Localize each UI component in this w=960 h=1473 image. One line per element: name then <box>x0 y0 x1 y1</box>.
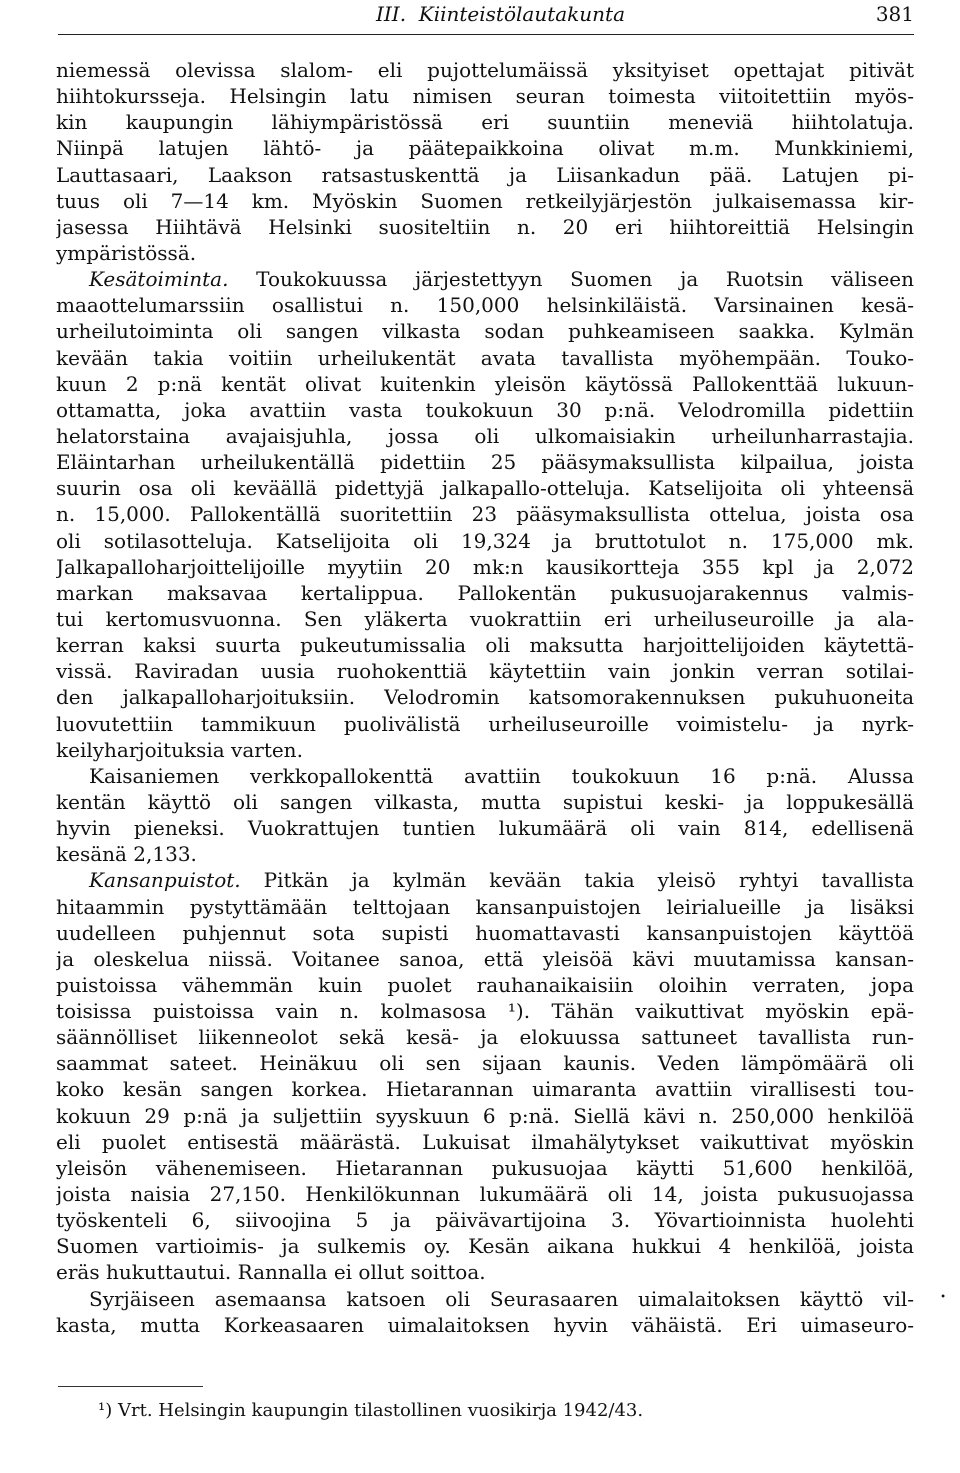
text-line <box>56 292 914 318</box>
text-line <box>56 1233 914 1259</box>
text-line <box>56 554 914 580</box>
line-text: Syrjäiseen asemaansa katsoen oli Seurasaaren uimalaitoksen käyttö vil- <box>89 1286 914 1311</box>
line-text: kin kaupungin lähiympäristössä eri suuntiin meneviä hiihtolatuja. <box>56 110 914 135</box>
line-text: säännölliset liikenneolot sekä kesä- ja elokuussa sattuneet tavallista run- <box>56 1025 914 1050</box>
text-line <box>56 789 914 815</box>
line-text: Jalkapalloharjoittelijoille myytiin 20 mk:n kausikortteja 355 kpl ja 2,072 <box>56 554 914 579</box>
text-line <box>56 1155 914 1181</box>
text-line <box>56 1312 914 1338</box>
footnote-marker: ¹) <box>98 1400 113 1421</box>
line-text: kasta, mutta Korkeasaaren uimalaitoksen hyvin vähäistä. Eri uimaseuro- <box>56 1312 914 1337</box>
body-text <box>56 57 914 1338</box>
running-header-title <box>376 2 625 26</box>
text-line <box>56 162 914 188</box>
line-text: joista naisia 27,150. Henkilökunnan lukumäärä oli 14, joista pukusuojassa <box>56 1182 914 1207</box>
running-header <box>58 0 914 34</box>
text-line <box>56 1259 914 1285</box>
line-text: helatorstaina avajaisjuhla, jossa oli ulkomaisiakin urheilunharrastajia. <box>56 423 914 448</box>
text-line <box>56 894 914 920</box>
text-line <box>56 449 914 475</box>
text-line <box>56 1024 914 1050</box>
line-text: koko kesän sangen korkea. Hietarannan uimaranta avattiin virallisesti tou- <box>56 1077 914 1102</box>
text-line <box>56 135 914 161</box>
line-text: niemessä olevissa slalom- eli pujottelumäissä yksityiset opettajat pitivät <box>56 58 914 82</box>
text-line <box>56 57 914 83</box>
line-text: puistoissa vähemmän kuin puolet rauhanaikaisiin oloihin verraten, jopa <box>56 972 914 997</box>
line-text: saammat sateet. Heinäkuu oli sen sijaan kaunis. Veden lämpömäärä oli <box>56 1051 914 1076</box>
line-text: luovutettiin tammikuun puolivälistä urheiluseuroille voimistelu- ja nyrk- <box>56 711 914 736</box>
footnote-rule <box>58 1386 203 1387</box>
line-text: den jalkapalloharjoituksiin. Velodromin katsomorakennuksen pukuhuoneita <box>56 685 914 710</box>
line-text: hitaammin pystyttämään telttojaan kansanpuistojen leirialueille ja lisäksi <box>56 894 914 919</box>
text-line <box>56 318 914 344</box>
section-number: III. <box>376 2 407 26</box>
text-line <box>56 1050 914 1076</box>
text-line <box>56 763 914 789</box>
line-text: kokuun 29 p:nä ja suljettiin syyskuun 6 p:nä. Siellä kävi n. 250,000 henkilöä <box>56 1103 914 1128</box>
text-line <box>56 841 914 867</box>
line-text: vissä. Raviradan uusia ruohokenttiä käytettiin vain jonkin verran sotilai- <box>56 659 914 684</box>
line-text: markan maksavaa kertalippua. Pallokentän pukusuojarakennus valmis- <box>56 580 914 605</box>
text-line <box>56 580 914 606</box>
line-text: maaottelumarssiin osallistui n. 150,000 helsinkiläistä. Varsinainen kesä- <box>56 293 914 318</box>
line-text: suurin osa oli keväällä pidettyjä jalkapallo-otteluja. Katselijoita oli yhteensä <box>56 476 914 501</box>
text-line <box>56 397 914 423</box>
line-text: keilyharjoituksia varten. <box>56 737 303 762</box>
line-text: kuun 2 p:nä kentät olivat kuitenkin yleisön käytössä Pallokenttää lukuun- <box>56 371 914 396</box>
margin-dot: • <box>940 1292 946 1303</box>
text-line <box>56 606 914 632</box>
text-line <box>56 1103 914 1129</box>
text-line <box>56 1129 914 1155</box>
text-line <box>56 684 914 710</box>
text-line <box>56 972 914 998</box>
text-line <box>56 371 914 397</box>
text-line <box>56 345 914 371</box>
text-line <box>56 475 914 501</box>
text-line <box>56 658 914 684</box>
text-line <box>56 528 914 554</box>
text-line <box>56 867 914 893</box>
line-text: Pitkän ja kylmän kevään takia yleisö ryhtyi tavallista <box>240 868 914 893</box>
line-text: työskenteli 6, siivoojina 5 ja päivävartijoina 3. Yövartioinnista huolehti <box>56 1208 914 1233</box>
text-line <box>56 109 914 135</box>
text-line <box>56 188 914 214</box>
line-text: tuus oli 7—14 km. Myöskin Suomen retkeilyjärjestön julkaisemassa kir- <box>56 188 914 213</box>
section-title: Kiinteistölautakunta <box>418 2 626 26</box>
line-text: n. 15,000. Pallokentällä suoritettiin 23 pääsymaksullista ottelua, joista osa <box>56 502 914 527</box>
line-text: ja oleskelua niissä. Voitanee sanoa, että yleisöä kävi muutamissa kansan- <box>56 946 914 971</box>
text-line <box>56 946 914 972</box>
text-line <box>56 240 914 266</box>
text-line <box>56 423 914 449</box>
text-line <box>56 266 914 292</box>
line-text: hiihtokursseja. Helsingin latu nimisen seuran toimesta viitoitettiin myös- <box>56 84 914 109</box>
line-text: Suomen vartioimis- ja sulkemis oy. Kesän aikana hukkui 4 henkilöä, joista <box>56 1234 914 1259</box>
text-line <box>56 1286 914 1312</box>
line-text: Kaisaniemen verkkopallokenttä avattiin toukokuun 16 p:nä. Alussa <box>89 763 914 788</box>
text-line <box>56 711 914 737</box>
text-line <box>56 501 914 527</box>
footnote-text: Vrt. Helsingin kaupungin tilastollinen vuosikirja 1942/43. <box>117 1400 644 1421</box>
text-line <box>56 737 914 763</box>
line-text: kentän käyttö oli sangen vilkasta, mutta supistui keski- ja loppukesällä <box>56 789 914 814</box>
text-line <box>56 998 914 1024</box>
line-text: yleisön vähenemiseen. Hietarannan pukusuojaa käytti 51,600 henkilöä, <box>56 1155 914 1180</box>
section-heading: Kansanpuistot. <box>89 868 241 893</box>
line-text: eli puolet entisestä määrästä. Lukuisat ilmahälytykset vaikuttivat myöskin <box>56 1129 914 1154</box>
text-line <box>56 632 914 658</box>
line-text: Niinpä latujen lähtö- ja päätepaikkoina olivat m.m. Munkkiniemi, <box>56 136 914 161</box>
line-text: kevään takia voitiin urheilukentät avata tavallista myöhempään. Touko- <box>56 345 914 370</box>
text-line <box>56 83 914 109</box>
section-heading: Kesätoiminta. <box>89 267 229 292</box>
page-number: 381 <box>875 2 914 26</box>
line-text: hyvin pieneksi. Vuokrattujen tuntien lukumäärä oli vain 814, edellisenä <box>56 816 914 841</box>
text-line <box>56 815 914 841</box>
line-text: eräs hukuttautui. Rannalla ei ollut soittoa. <box>56 1260 486 1285</box>
footnote <box>98 1400 643 1421</box>
text-line <box>56 214 914 240</box>
line-text: Toukokuussa järjestettyyn Suomen ja Ruotsin väliseen <box>228 267 914 292</box>
line-text: ympäristössä. <box>56 240 197 265</box>
line-text: kerran kaksi suurta pukeutumissalia oli maksutta harjoittelijoiden käytettä- <box>56 633 914 658</box>
line-text: uudelleen puhjennut sota supisti huomattavasti kansanpuistojen käyttöä <box>56 920 914 945</box>
line-text: oli sotilasotteluja. Katselijoita oli 19,324 ja bruttotulot n. 175,000 mk. <box>56 528 914 553</box>
line-text: toisissa puistoissa vain n. kolmasosa ¹). Tähän vaikuttivat myöskin epä- <box>56 999 914 1024</box>
line-text: kesänä 2,133. <box>56 842 197 867</box>
line-text: tui kertomusvuonna. Sen yläkerta vuokrattiin eri urheiluseuroille ja ala- <box>56 606 914 631</box>
line-text: jasessa Hiihtävä Helsinki suositeltiin n. 20 eri hiihtoreittiä Helsingin <box>56 214 914 239</box>
text-line <box>56 1207 914 1233</box>
text-line <box>56 920 914 946</box>
header-rule <box>58 34 914 35</box>
line-text: Eläintarhan urheilukentällä pidettiin 25 pääsymaksullista kilpailua, joista <box>56 450 914 475</box>
line-text: ottamatta, joka avattiin vasta toukokuun 30 p:nä. Velodromilla pidettiin <box>56 397 914 422</box>
text-line <box>56 1076 914 1102</box>
text-line <box>56 1181 914 1207</box>
line-text: Lauttasaari, Laakson ratsastuskenttä ja Liisankadun pää. Latujen pi- <box>56 162 914 187</box>
line-text: urheilutoiminta oli sangen vilkasta sodan puhkeamiseen saakka. Kylmän <box>56 319 914 344</box>
